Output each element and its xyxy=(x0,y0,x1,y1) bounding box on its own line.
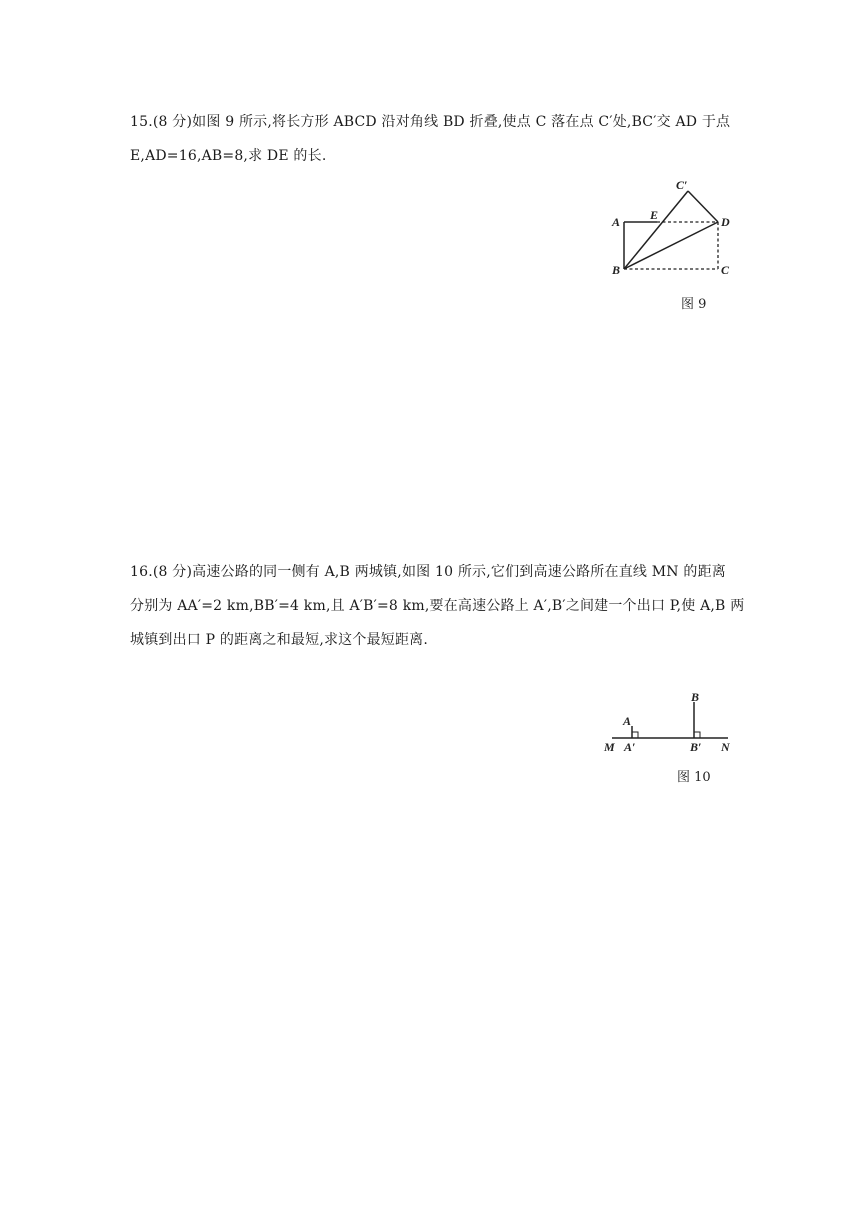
figure-10-caption: 图 10 xyxy=(677,770,711,785)
problem-16 xyxy=(130,555,745,657)
diagonal-BD xyxy=(624,222,718,269)
figure-10 xyxy=(596,688,746,764)
label-n: N xyxy=(721,740,730,754)
label-a: A xyxy=(623,714,632,728)
label-m: M xyxy=(604,740,615,754)
problem-16-line-3: 城镇到出口 P 的距离之和最短,求这个最短距离. xyxy=(130,632,429,648)
right-angle-mark-b xyxy=(694,732,700,738)
label-e: E xyxy=(650,208,659,222)
figure-9-diagram xyxy=(600,175,750,285)
label-b: B xyxy=(691,690,700,704)
edge-C-prime-D xyxy=(688,191,718,222)
problem-16-line-1: 16.(8 分)高速公路的同一侧有 A,B 两城镇,如图 10 所示,它们到高速公路所在直线 MN 的距离 xyxy=(130,564,726,580)
edge-BC-prime xyxy=(624,191,688,269)
problem-16-line-2: 分别为 AA′=2 km,BB′=4 km,且 A′B′=8 km,要在高速公路上 A′,B′之间建一个出口 P,使 A,B 两 xyxy=(130,598,745,614)
problem-15 xyxy=(130,105,730,173)
problem-15-line-2: E,AD=16,AB=8,求 DE 的长. xyxy=(130,148,327,164)
label-b-prime: B′ xyxy=(690,740,702,754)
label-a: A xyxy=(612,215,621,229)
label-c-prime: C′ xyxy=(676,178,688,192)
figure-9-caption: 图 9 xyxy=(681,297,707,312)
label-b: B xyxy=(612,263,621,277)
figure-9 xyxy=(600,175,750,289)
problem-15-line-1: 15.(8 分)如图 9 所示,将长方形 ABCD 沿对角线 BD 折叠,使点 C 落在点 C′处,BC′交 AD 于点 xyxy=(130,114,731,130)
label-c: C xyxy=(721,263,730,277)
figure-10-diagram xyxy=(596,688,746,760)
label-d: D xyxy=(721,215,730,229)
label-a-prime: A′ xyxy=(624,740,636,754)
right-angle-mark-a xyxy=(632,732,638,738)
